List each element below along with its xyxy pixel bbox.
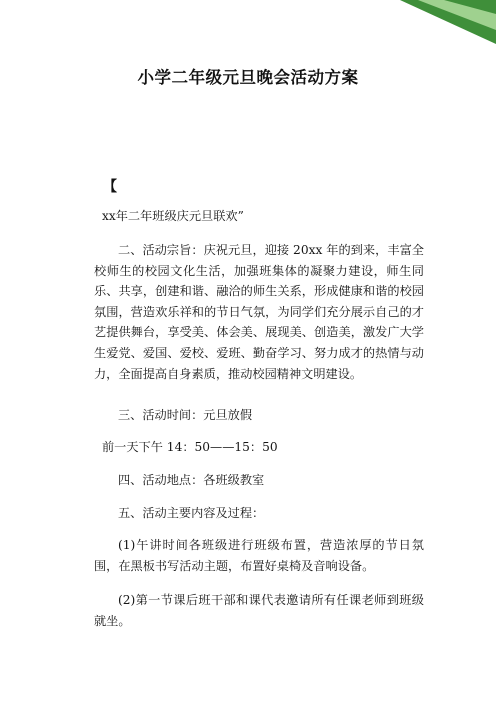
purpose-paragraph: 二、活动宗旨：庆祝元旦，迎接 20xx 年的到来，丰富全校师生的校园文化生活，加强班集体的凝聚力建设，师生同乐、共享，创建和谐、融洽的师生关系，形成健康和谐的校园氛围，营造欢乐祥和的节日气氛，为同学们充分展示自己的才艺提供舞台，享受美、体会美、展现美、创造美，激发广大学生爱党、爱国、爱校、爱班、勤奋学习、努力成才的热情与动力，全面提高自身素质，推动校园精神文明建设。 xyxy=(94,243,424,381)
bracket-mark: 【 xyxy=(103,179,117,195)
content-heading: 五、活动主要内容及过程： xyxy=(118,506,265,520)
theme-line: xx年二年班级庆元旦联欢” xyxy=(102,209,244,223)
document-title: 小学二年级元旦晚会活动方案 xyxy=(137,68,359,87)
location-line: 四、活动地点：各班级教室 xyxy=(118,473,265,487)
page-corner-decoration xyxy=(400,0,496,44)
step-2-paragraph: (2)第一节课后班干部和课代表邀请所有任课老师到班级就坐。 xyxy=(94,593,424,628)
step-1-paragraph: (1)午讲时间各班级进行班级布置，营造浓厚的节日氛围，在黑板书写活动主题，布置好桌椅及音响设备。 xyxy=(94,538,424,573)
time-detail: 前一天下午 14：50——15：50 xyxy=(102,440,278,454)
time-heading: 三、活动时间：元旦放假 xyxy=(118,408,253,422)
corner-decoration-graphic xyxy=(400,0,496,44)
